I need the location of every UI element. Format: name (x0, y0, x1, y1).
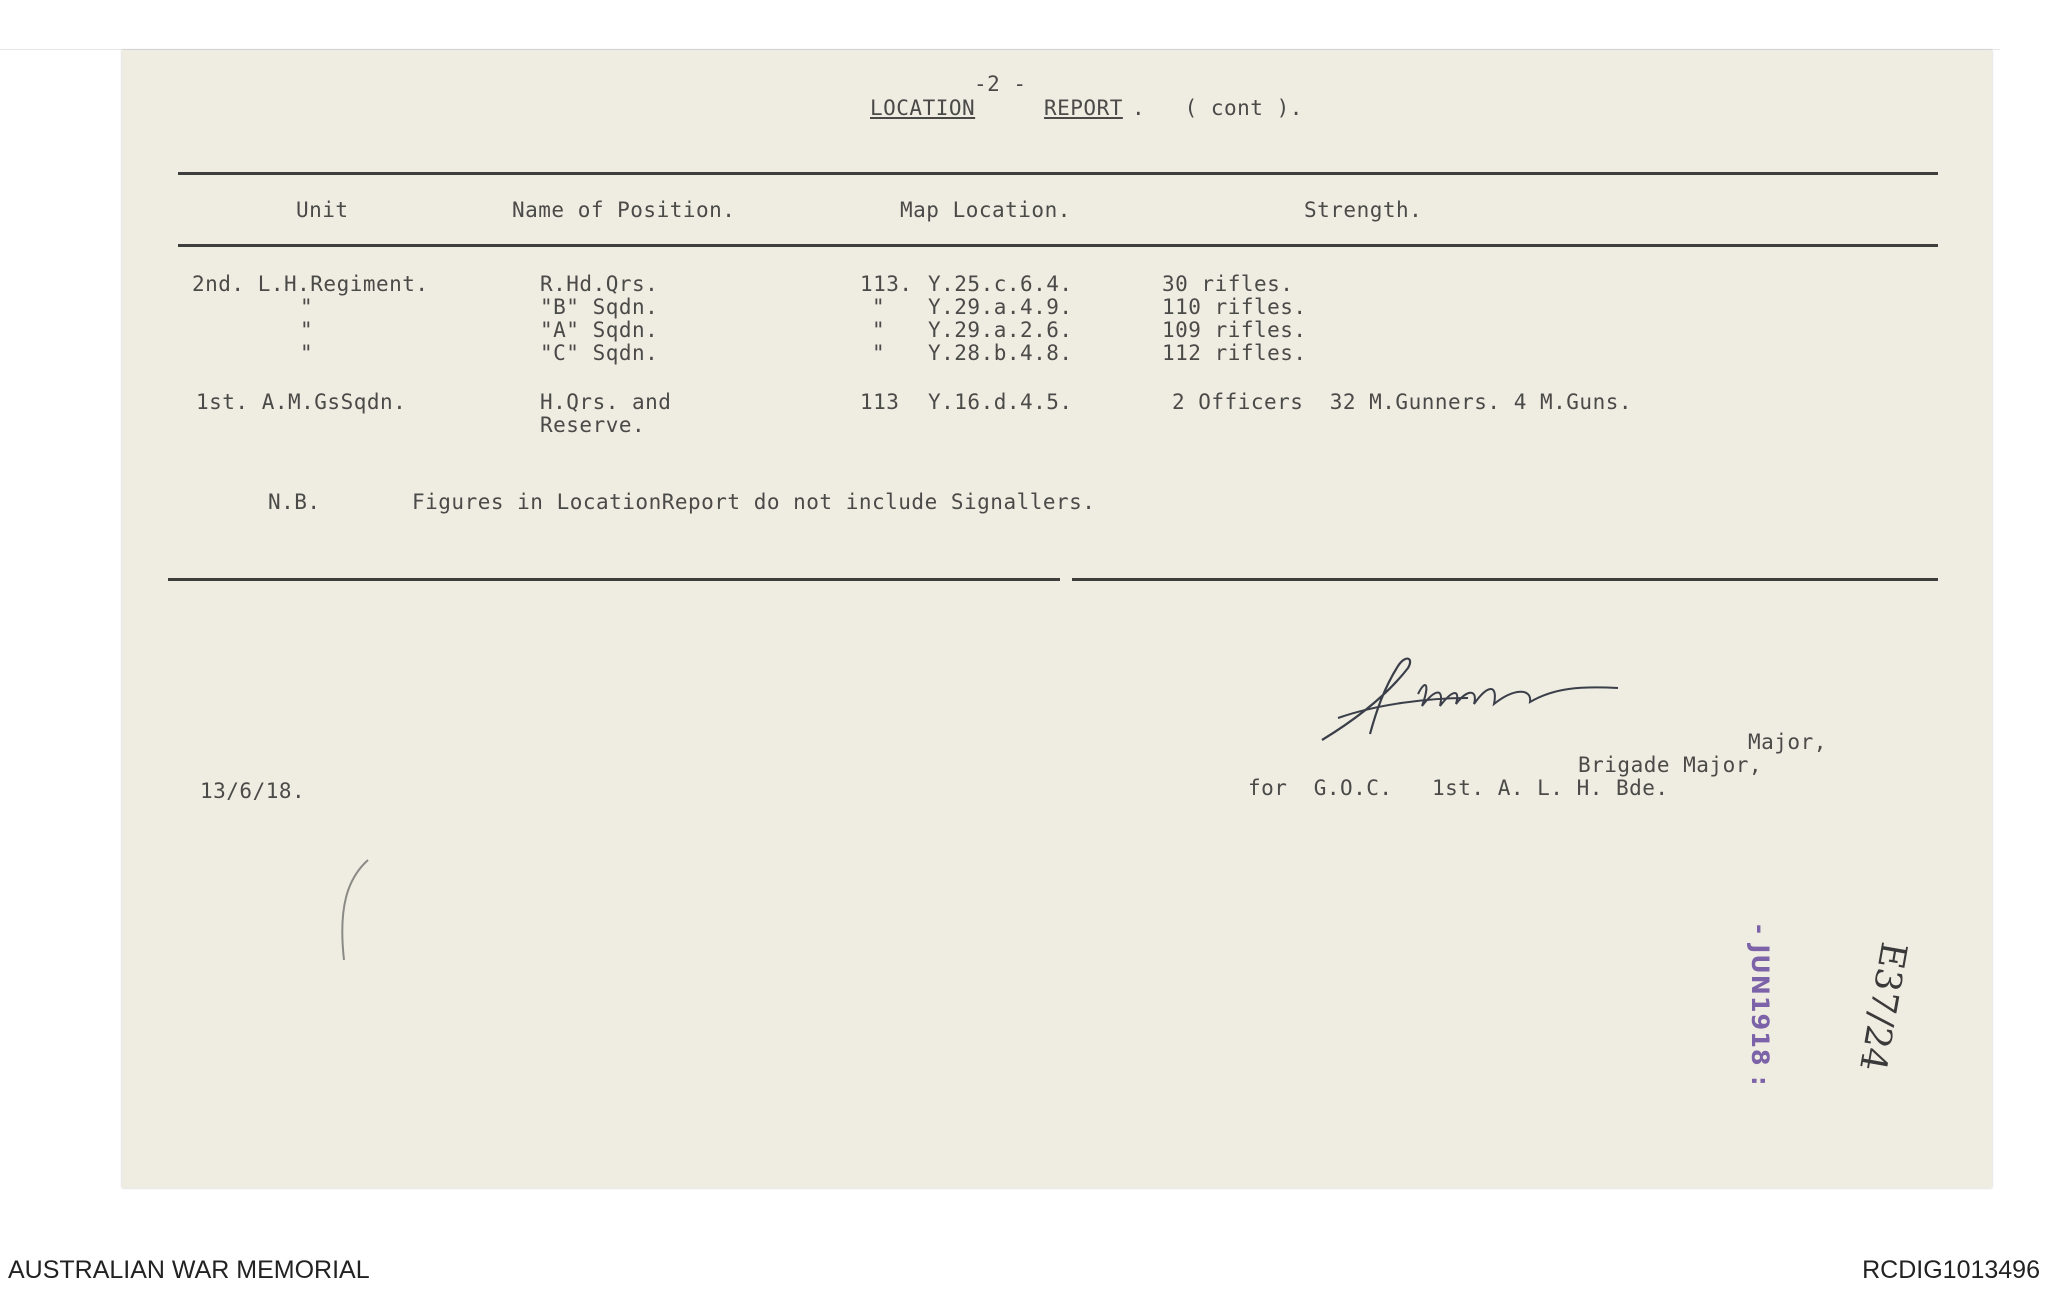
row-2-strength: 110 rifles. (1162, 295, 1307, 319)
row-2-unit: " (300, 295, 314, 319)
pencil-mark (332, 856, 372, 966)
row-2-sheet: " (872, 295, 886, 319)
handwritten-reference: E37/24 (1851, 938, 1914, 1075)
row-2-position: "B" Sqdn. (540, 295, 659, 319)
column-header-strength: Strength. (1304, 198, 1423, 222)
row-3-map: Y.29.a.2.6. (928, 318, 1073, 342)
date-stamp: - JUN1918 : (1746, 924, 1774, 1087)
column-header-unit: Unit (296, 198, 349, 222)
header-rule-bottom (178, 244, 1938, 247)
row-4-unit: " (300, 341, 314, 365)
row-4-position: "C" Sqdn. (540, 341, 659, 365)
signature-mark (1318, 648, 1628, 748)
row-5-sheet: 113 (860, 390, 900, 414)
title-cont: . ( cont ). (1132, 96, 1303, 120)
row-5-position: H.Qrs. and (540, 390, 672, 414)
note-rule-right (1072, 578, 1938, 581)
row-3-position: "A" Sqdn. (540, 318, 659, 342)
title-location: LOCATION (870, 96, 976, 120)
signature-rank: Major, (1748, 730, 1827, 754)
row-5-unit: 1st. A.M.GsSqdn. (196, 390, 407, 414)
row-4-map: Y.28.b.4.8. (928, 341, 1073, 365)
page-number: -2 - (974, 72, 1027, 96)
row-5-strength: 2 Officers 32 M.Gunners. 4 M.Guns. (1172, 390, 1633, 414)
row-4-strength: 112 rifles. (1162, 341, 1307, 365)
title-report: REPORT (1044, 96, 1123, 120)
footer-left: AUSTRALIAN WAR MEMORIAL (8, 1256, 370, 1284)
row-5-map: Y.16.d.4.5. (928, 390, 1073, 414)
row-1-unit: 2nd. L.H.Regiment. (192, 272, 429, 296)
row-1-strength: 30 rifles. (1162, 272, 1294, 296)
document-date: 13/6/18. (200, 779, 306, 803)
note-text: Figures in LocationReport do not include Signallers. (412, 490, 1096, 514)
note-label: N.B. (268, 490, 321, 514)
row-1-sheet: 113. (860, 272, 913, 296)
row-2-map: Y.29.a.4.9. (928, 295, 1073, 319)
signature-for-line: for G.O.C. 1st. A. L. H. Bde. (1248, 776, 1669, 800)
note-rule-left (168, 578, 1060, 581)
footer-right: RCDIG1013496 (1862, 1256, 2040, 1284)
row-1-position: R.Hd.Qrs. (540, 272, 659, 296)
column-header-map: Map Location. (900, 198, 1071, 222)
row-5-position-cont: Reserve. (540, 413, 646, 437)
row-3-sheet: " (872, 318, 886, 342)
row-4-sheet: " (872, 341, 886, 365)
row-3-strength: 109 rifles. (1162, 318, 1307, 342)
row-1-map: Y.25.c.6.4. (928, 272, 1073, 296)
signature-role: Brigade Major, (1578, 753, 1763, 777)
document-sheet (122, 50, 1992, 1188)
column-header-position: Name of Position. (512, 198, 736, 222)
row-3-unit: " (300, 318, 314, 342)
header-rule-top (178, 172, 1938, 175)
